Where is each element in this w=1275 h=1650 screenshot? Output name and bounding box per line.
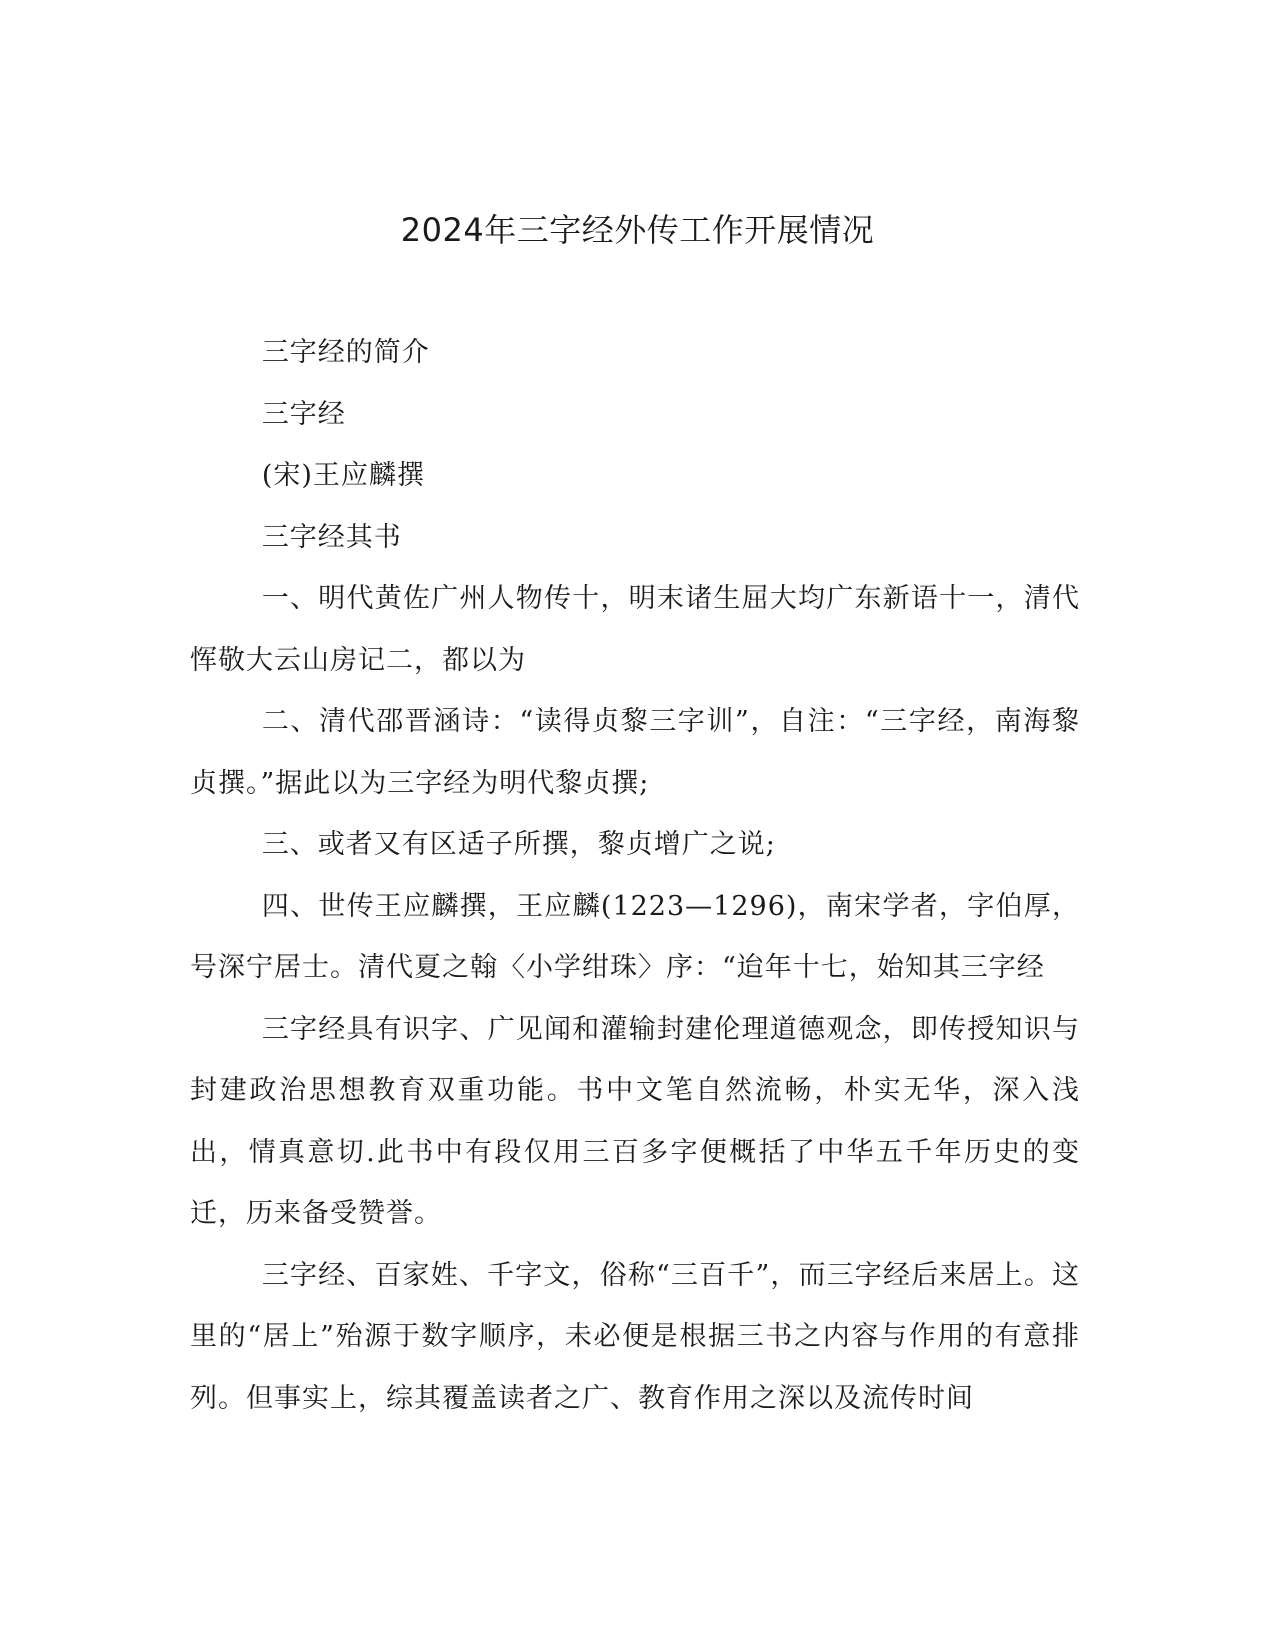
paragraph-functions: 三字经具有识字、广见闻和灌输封建伦理道德观念，即传授知识与封建政治思想教育双重功能。书中文笔自然流畅，朴实无华，深入浅出，情真意切.此书中有段仅用三百多字便概括了中华五千年历史的变迁，历来备受赞誉。 bbox=[190, 1013, 1080, 1229]
document-title: 2024年三字经外传工作开展情况 bbox=[400, 211, 875, 249]
paragraph-point-three: 三、或者又有区适子所撰，黎贞增广之说; bbox=[261, 829, 776, 860]
paragraph-intro-heading: 三字经的简介 bbox=[261, 337, 430, 368]
paragraph-san-bai-qian: 三字经、百家姓、千字文，俗称“三百千”，而三字经后来居上。这里的“居上”殆源于数字顺序，未必便是根据三书之内容与作用的有意排列。但事实上，综其覆盖读者之广、教育作用之深以及流传时间 bbox=[190, 1259, 1080, 1414]
paragraph-author-line: (宋)王应麟撰 bbox=[261, 460, 425, 491]
paragraph-book-title: 三字经 bbox=[261, 398, 346, 430]
paragraph-point-two: 二、清代邵晋涵诗：“读得贞黎三字训”，自注：“三字经，南海黎贞撰。”据此以为三字经为明代黎贞撰; bbox=[190, 706, 1080, 799]
document-body bbox=[190, 322, 1080, 1429]
paragraph-point-one: 一、明代黄佐广州人物传十，明末诸生屈大均广东新语十一，清代恽敬大云山房记二，都以为 bbox=[190, 583, 1080, 676]
paragraph-book-heading: 三字经其书 bbox=[261, 521, 402, 553]
paragraph-point-four: 四、世传王应麟撰，王应麟(1223—1296)，南宋学者，字伯厚，号深宁居士。清代夏之翰〈小学绀珠〉序：“迨年十七，始知其三字经 bbox=[190, 890, 1080, 983]
